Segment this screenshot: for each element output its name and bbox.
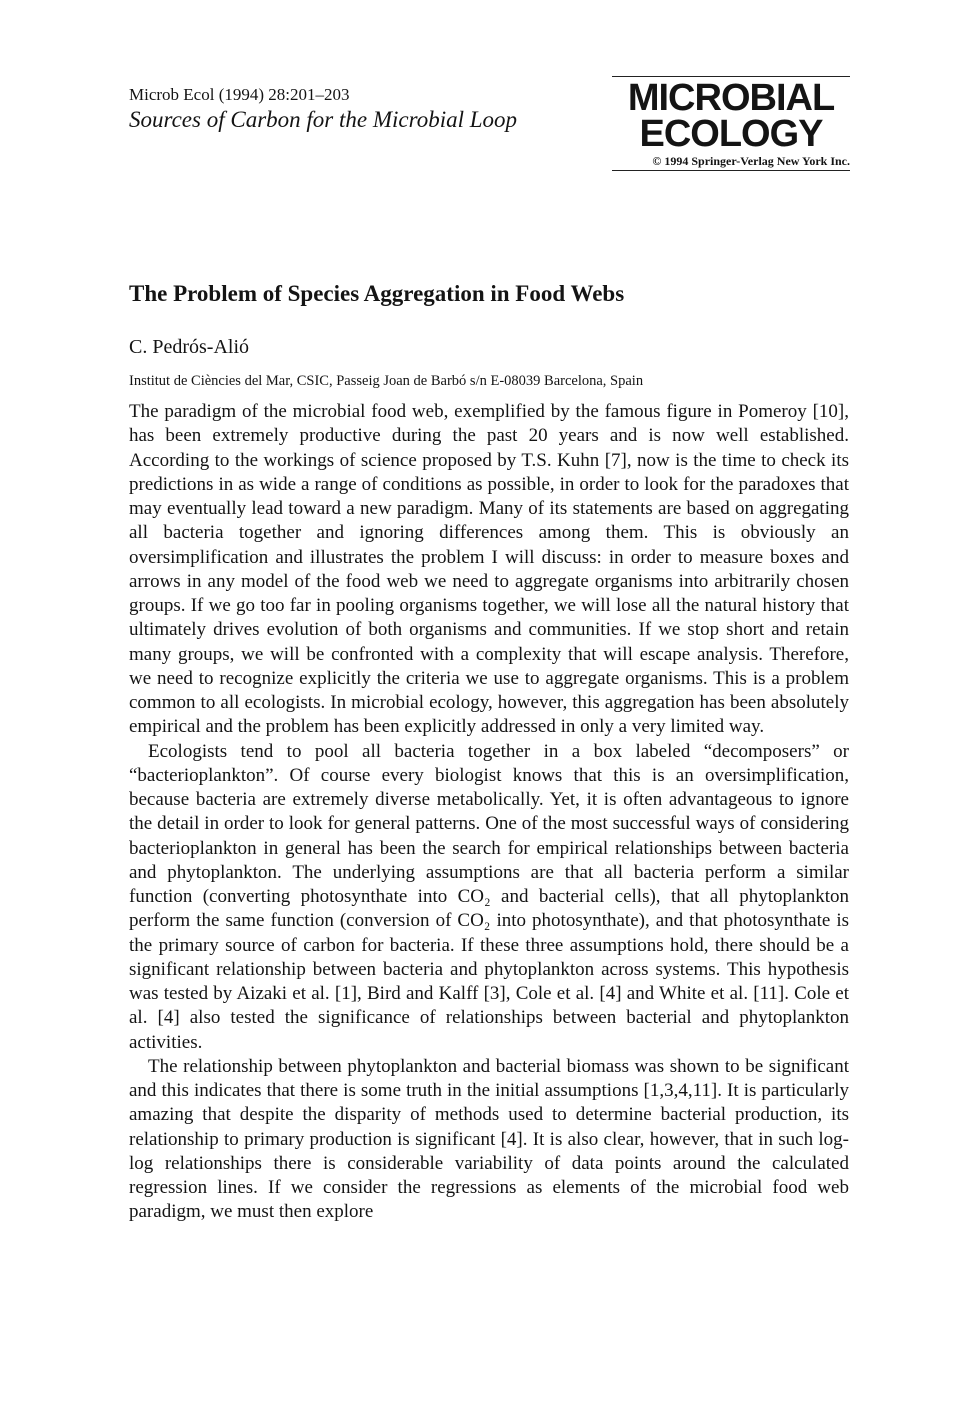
journal-citation: Microb Ecol (1994) 28:201–203 [129, 85, 350, 104]
article-title: The Problem of Species Aggregation in Food Webs [129, 281, 625, 306]
journal-logo [612, 76, 850, 171]
article-body [129, 400, 849, 1225]
copyright-notice: © 1994 Springer-Verlag New York Inc. [652, 154, 850, 168]
series-title: Sources of Carbon for the Microbial Loop [129, 107, 518, 132]
author-affiliation: Institut de Ciències del Mar, CSIC, Passeig Joan de Barbó s/n E-08039 Barcelona, Spain [129, 373, 644, 389]
journal-name-line1: MICROBIAL [627, 77, 835, 119]
author-name: C. Pedrós-Alió [129, 336, 249, 358]
journal-name-line2: ECOLOGY [639, 113, 823, 155]
journal-name [612, 77, 850, 155]
body-paragraph-1: The paradigm of the microbial food web, exemplified by the famous figure in Pomeroy [10], has been extremely productive during the past 20 years and is now well established. According to the workings of science proposed by T.S. Kuhn [7], now is the time to check its predictions in as wide a range of conditions as possible, in order to look for the paradoxes that may eventually lead toward a new paradigm. Many of its statements are based on aggregating all bacteria together and ignoring differences among them. This is obviously an oversimplification and illustrates the problem I will discuss: in order to measure boxes and arrows in any model of the food web we need to aggregate organisms into arbitrarily chosen groups. If we go too far in pooling organisms together, we will lose all the natural history that ultimately drives evolution of both organisms and communities. If we stop short and retain many groups, we will be confronted with a complexity that will escape analysis. Therefore, we need to recognize explicitly the criteria we use to aggregate organisms. This is a problem common to all ecologists. In microbial ecology, however, this aggregation has been absolutely empirical and the problem has been explicitly addressed in only a very limited way. [129, 401, 849, 738]
body-paragraph-2: Ecologists tend to pool all bacteria together in a box labeled “decomposers” or “bacterioplankton”. Of course every biologist knows that this is an oversimplification, because bacteria are extremely diverse metabolically. Yet, it is often advantageous to ignore the detail in order to look for general patterns. One of the most successful ways of considering bacterioplankton in general has been the search for empirical relationships between bacteria and phytoplankton. The underlying assumptions are that all bacteria perform a similar function (converting photosynthate into CO₂ and bacterial cells), that all phytoplankton perform the same function (conversion of CO₂ into photosynthate), and that photosynthate is the primary source of carbon for bacteria. If these three assumptions hold, there should be a significant relationship between bacteria and phytoplankton across systems. This hypothesis was tested by Aizaki et al. [1], Bird and Kalff [3], Cole et al. [4] and White et al. [11]. Cole et al. [4] also tested the significance of relationships between bacterial and phytoplankton activities. [129, 740, 849, 1053]
body-paragraph-3: The relationship between phytoplankton and bacterial biomass was shown to be significant and this indicates that there is some truth in the initial assumptions [1,3,4,11]. It is particularly amazing that despite the disparity of methods used to determine bacterial production, its relationship to primary production is significant [4]. It is also clear, however, that in such log-log relationships there is considerable variability of data points around the calculated regression lines. If we consider the regressions as elements of the microbial food web paradigm, we must then explore [129, 1055, 849, 1223]
journal-rule-bottom [612, 170, 850, 171]
